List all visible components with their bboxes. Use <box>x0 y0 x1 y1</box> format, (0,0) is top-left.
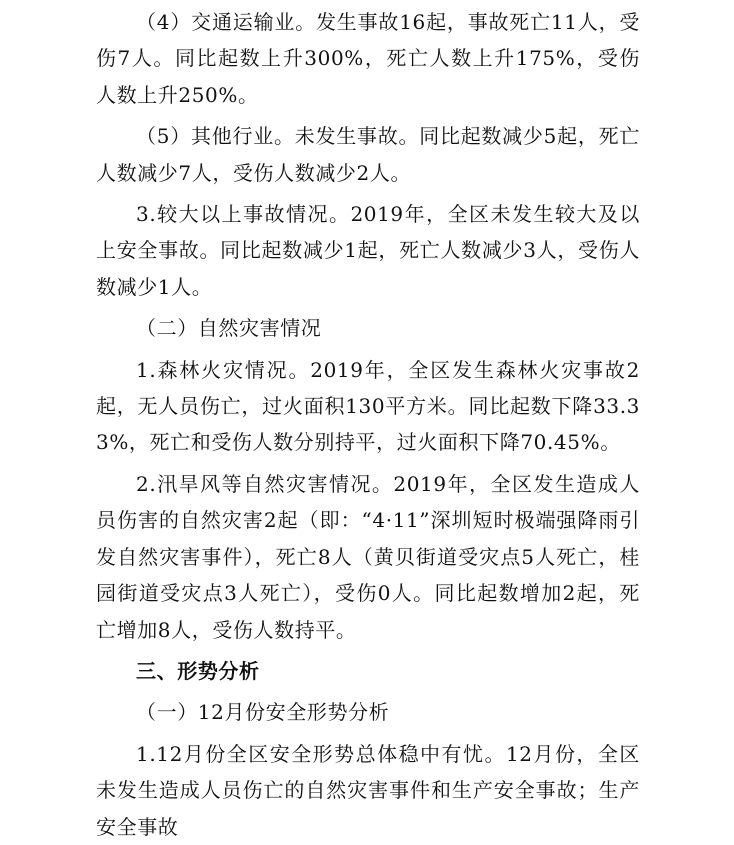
paragraph-transport-industry: （4）交通运输业。发生事故16起，事故死亡11人，受伤7人。同比起数上升300%，死亡人数上升175%，受伤人数上升250%。 <box>96 10 640 107</box>
section-heading-situation-analysis: 三、形势分析 <box>136 658 260 683</box>
paragraph-major-accidents: 3.较大以上事故情况。2019年，全区未发生较大及以上安全事故。同比起数减少1起，死亡人数减少3人，受伤人数减少1人。 <box>96 202 640 299</box>
paragraph-other-industries: （5）其他行业。未发生事故。同比起数减少5起，死亡人数减少7人，受伤人数减少2人。 <box>96 124 640 185</box>
document-page <box>96 4 640 845</box>
section-heading-natural-disasters: （二）自然灾害情况 <box>136 316 322 341</box>
subsection-heading-december-analysis: （一）12月份安全形势分析 <box>136 700 390 725</box>
paragraph-forest-fires: 1.森林火灾情况。2019年，全区发生森林火灾事故2起，无人员伤亡，过火面积130平方米。同比起数下降33.33%，死亡和受伤人数分别持平，过火面积下降70.45%。 <box>96 357 640 455</box>
paragraph-december-overview: 1.12月份全区安全形势总体稳中有忧。12月份，全区未发生造成人员伤亡的自然灾害事件和生产安全事故；生产安全事故 <box>96 741 640 839</box>
paragraph-flood-drought-wind: 2.汛旱风等自然灾害情况。2019年，全区发生造成人员伤害的自然灾害2起（即：“4·11”深圳短时极端强降雨引发自然灾害事件），死亡8人（黄贝街道受灾点5人死亡，桂园街道受灾点3人死亡），受伤0人。同比起数增加2起，死亡增加8人，受伤人数持平。 <box>96 471 640 642</box>
